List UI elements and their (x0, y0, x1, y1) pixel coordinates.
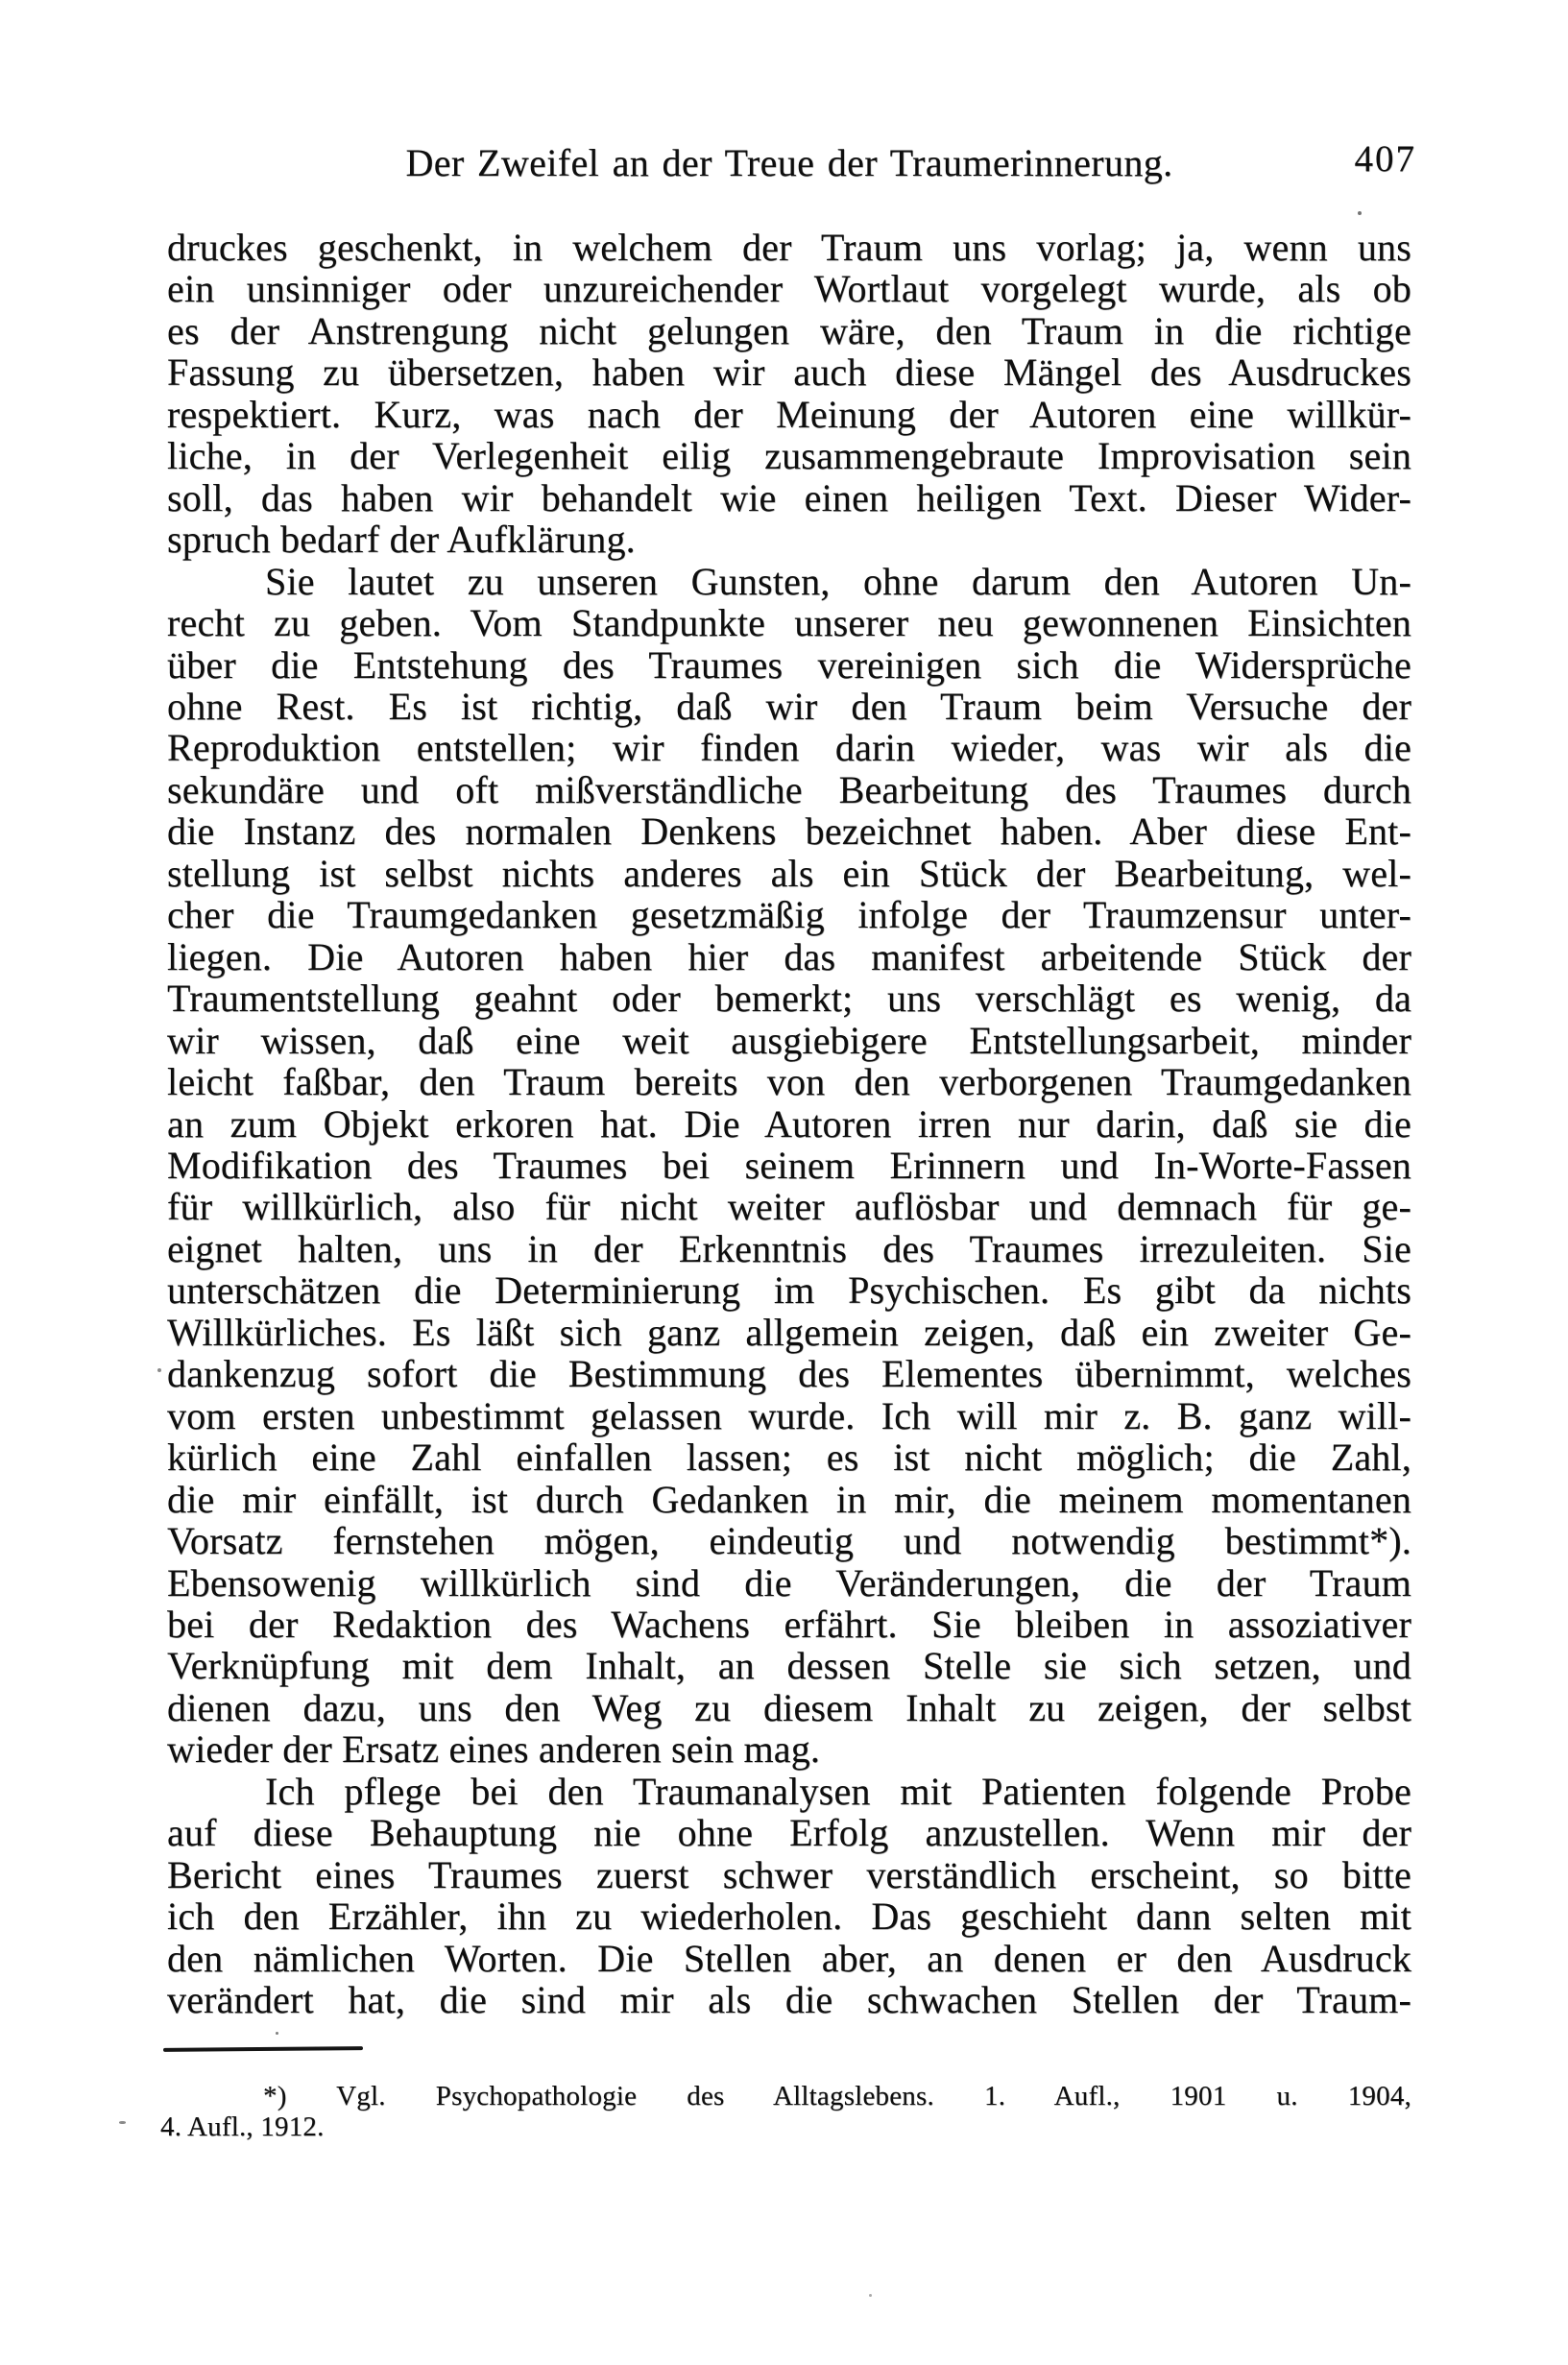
text-line: ohne Rest. Es ist richtig, daß wir den Traum beim Versuche der (167, 684, 1411, 728)
text-line: wieder der Ersatz eines anderen sein mag. (167, 1727, 821, 1772)
scan-artifact (157, 1368, 161, 1372)
scan-artifact (276, 2032, 278, 2035)
text-line: über die Entstehung des Traumes vereinigen sich die Widersprüche (167, 642, 1411, 687)
text-line: den nämlichen Worten. Die Stellen aber, an denen er den Ausdruck (167, 1936, 1411, 1980)
text-line: vom ersten unbestimmt gelassen wurde. Ich will mir z. B. ganz will- (167, 1393, 1411, 1437)
text-line: ein unsinniger oder unzureichender Wortlaut vorgelegt wurde, als ob (167, 267, 1411, 311)
text-line: Sie lautet zu unseren Gunsten, ohne darum den Autoren Un- (265, 559, 1411, 603)
scan-artifact (1358, 211, 1362, 215)
text-line: cher die Traumgedanken gesetzmäßig infolge der Traumzensur unter- (167, 893, 1411, 937)
text-line: liche, in der Verlegenheit eilig zusammengebraute Improvisation sein (167, 434, 1411, 478)
text-line: bei der Redaktion des Wachens erfährt. Sie bleiben in assoziativer (167, 1602, 1411, 1646)
scan-artifact (119, 2121, 126, 2124)
text-line: Bericht eines Traumes zuerst schwer verständlich erscheint, so bitte (167, 1852, 1411, 1896)
text-line: Vorsatz fernstehen mögen, eindeutig und notwendig bestimmt*). (167, 1519, 1411, 1563)
text-line: leicht faßbar, den Traum bereits von den verborgenen Traumgedanken (167, 1060, 1411, 1104)
text-line: unterschätzen die Determinierung im Psychischen. Es gibt da nichts (167, 1268, 1411, 1313)
text-line: Ich pflege bei den Traumanalysen mit Patienten folgende Probe (265, 1769, 1411, 1813)
text-line: druckes geschenkt, in welchem der Traum uns vorlag; ja, wenn uns (167, 226, 1411, 269)
text-line: es der Anstrengung nicht gelungen wäre, den Traum in die richtige (167, 308, 1411, 352)
text-line: an zum Objekt erkoren hat. Die Autoren irren nur darin, daß sie die (167, 1101, 1411, 1146)
text-line: soll, das haben wir behandelt wie einen heiligen Text. Dieser Wider- (167, 475, 1411, 519)
text-line: die Instanz des normalen Denkens bezeichnet haben. Aber diese Ent- (167, 809, 1411, 854)
text-line: eignet halten, uns in der Erkenntnis des Traumes irrezuleiten. Sie (167, 1226, 1411, 1270)
body-text (167, 227, 1411, 2020)
text-line: liegen. Die Autoren haben hier das manifest arbeitende Stück der (167, 934, 1411, 978)
scan-artifact (869, 2294, 872, 2297)
text-line: recht zu geben. Vom Standpunkte unserer neu gewonnenen Einsichten (167, 601, 1411, 645)
text-line: stellung ist selbst nichts anderes als ein Stück der Bearbeitung, wel- (167, 851, 1411, 895)
text-line: für willkürlich, also für nicht weiter auflösbar und demnach für ge- (167, 1185, 1411, 1229)
text-line: Modifikation des Traumes bei seinem Erinnern und In-Worte-Fassen (167, 1143, 1411, 1187)
footnote-text (160, 2081, 1411, 2142)
text-line: 4. Aufl., 1912. (160, 2111, 325, 2142)
running-head-title: Der Zweifel an der Treue der Traumerinnerung. (405, 141, 1173, 184)
text-line: verändert hat, die sind mir als die schwachen Stellen der Traum- (167, 1978, 1411, 2022)
page-number: 407 (1354, 138, 1416, 180)
text-line: spruch bedarf der Aufklärung. (167, 518, 636, 562)
text-line: kürlich eine Zahl einfallen lassen; es ist nicht möglich; die Zahl, (167, 1436, 1411, 1480)
text-line: ich den Erzähler, ihn zu wiederholen. Das geschieht dann selten mit (167, 1894, 1411, 1939)
text-line: auf diese Behauptung nie ohne Erfolg anzustellen. Wenn mir der (167, 1811, 1411, 1855)
page-header (167, 138, 1416, 186)
scan-artifact (415, 675, 418, 678)
text-line: die mir einfällt, ist durch Gedanken in mir, die meinem momentanen (167, 1477, 1411, 1521)
text-line: respektiert. Kurz, was nach der Meinung der Autoren eine willkür- (167, 392, 1411, 436)
text-line: Verknüpfung mit dem Inhalt, an dessen Stelle sie sich setzen, und (167, 1644, 1411, 1688)
text-line: *) Vgl. Psychopathologie des Alltagslebens. 1. Aufl., 1901 u. 1904, (263, 2081, 1411, 2112)
text-line: Ebensowenig willkürlich sind die Veränderungen, die der Traum (167, 1560, 1411, 1605)
text-line: wir wissen, daß eine weit ausgiebigere Entstellungsarbeit, minder (167, 1018, 1411, 1062)
text-line: dankenzug sofort die Bestimmung des Elementes übernimmt, welches (167, 1352, 1411, 1396)
text-line: Fassung zu übersetzen, haben wir auch diese Mängel des Ausdruckes (167, 350, 1411, 395)
text-line: Reproduktion entstellen; wir finden darin wieder, was wir als die (167, 726, 1411, 770)
text-line: dienen dazu, uns den Weg zu diesem Inhalt zu zeigen, der selbst (167, 1685, 1411, 1729)
text-line: sekundäre und oft mißverständliche Bearbeitung des Traumes durch (167, 767, 1411, 811)
footnote-separator (163, 2046, 363, 2052)
text-line: Willkürliches. Es läßt sich ganz allgemein zeigen, daß ein zweiter Ge- (167, 1310, 1411, 1354)
text-line: Traumentstellung geahnt oder bemerkt; uns verschlägt es wenig, da (167, 977, 1411, 1021)
